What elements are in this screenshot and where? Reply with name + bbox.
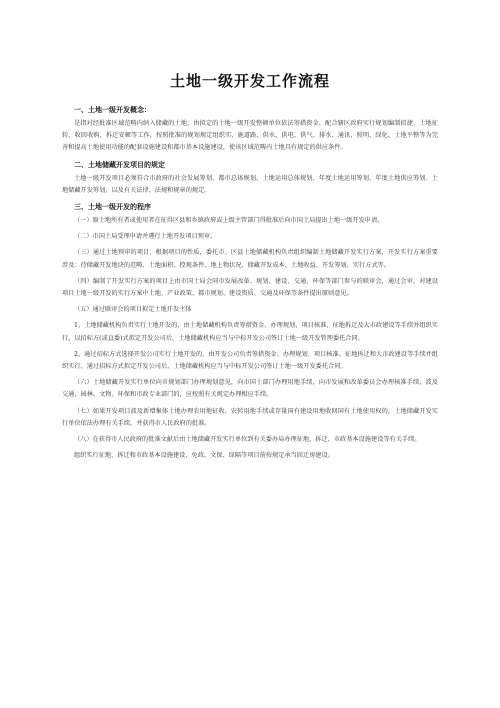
step-5-item-2-paragraph: 2、通过招标方式选择开发公司实行土地开发的，由开发公司负责筹措资金、办理规划、项目核准、征地拆迁和大市政建设等手续并组织实行。通过招标方式拟定开发公司后，土地储藏机构应当与中标开发公司签订土地一级开发委托合同。 [62,350,438,371]
step-5-item-1-paragraph: 1、土地储藏机构负责实行土地开发的，由土地储藏机构负责筹措资金、办理规划、项目核准、征地拆迁及大市政建设等手续并组织实行，以招标方(或直委)式拟定开发公司后，土地储藏机构应当与中标开发公司签订土地一级开发管理委托合同。 [62,322,438,342]
step-6-paragraph: （六）土地储藏开发实行单位向市规划部门办理规划意见，向市国土部门办理用地手续，向市发展和改革委员会办理核准手续，波及交通、园林、文物、环保和市政专业部门的，应按照有关规定办理相应手续。 [62,379,438,399]
section-1-heading: 一、土地一级开发概念： [74,105,151,114]
document-body [62,104,438,466]
document-title: 土地一级开发工作流程 [169,72,330,90]
step-1-paragraph: （一）原土地所有者或使用者在征得区县和乡镇政府或上级主管部门得批准后向市国土局提出土地一级开发申请。 [74,217,384,225]
step-4-paragraph: （四）编制了开发实行方案的项目上由市国土局会同市发展改革、规划、建设、交通、环保等部门参与的联审会，通过会审，对建设项目土地一级开发的实行方案中土地、产业政策、都市规划、建设资质、交通及环保等条件提出原则意见。 [62,277,438,298]
step-2-paragraph: （二）市国土局受理申请并遴行土地开发项目预审。 [74,233,217,241]
section-2-heading: 二、土地储藏开发项目的规定 [74,159,165,169]
step-3-paragraph: （三）通过土地预审的项目，根据项目的性质，委托市、区县土地储藏机构负责组织编制土地储藏开发实行方案，开发实行方案重要涉及：待储藏开发地块的范畴、土地面积、控规条件、地上物状况、储藏开发成本、土地收益、开发筹划、实行方式等。 [62,249,438,269]
step-8-paragraph: （八）在获得市人民政府的批准文献后由土地储藏开发实行单位到有关委办局办理征地、拆迁、市政基本设施建设等有关手续。 [74,436,421,444]
step-5-paragraph: （五）通过联审会的项目拟定土地开发主体 [74,306,192,314]
step-7-paragraph: （七）如果开发项目波及新增集体土地办理农用地征收、农转用地手续或存量国有建设用地收回国有土地使用权的，土地储藏开发实行单位依法办理有关手续，并获得市人民政府的批准。 [62,407,438,427]
section-2-paragraph: 土地一级开发项目必须符合市政府的社会发展筹划、都市总体规划、土地运用总体规划、年度土地运用筹划、年度土地供应筹划、土地储藏开发筹划，以及有关法律、法规和规章的规定。 [62,174,438,194]
final-paragraph: 组织实行征地、拆迁和市政基本设施建设、免政、文保、绿隔等项目前按规定承当回迁房建设。 [74,452,334,460]
section-1-paragraph: 是指对经批准区域范畴内纳入储藏的土地，由拟定的土地一级开发整顿单位依法筹措资金，配合辖区政府实行规划编制拟捷、土地征转、收回收购、拆迁安顿等工作，按照批准的规划规定组织实、施道路、供水、供电、供气、排水、通讯、照明、绿化、土地平整等为完善和提高土地使用功能的配套设施建设和都市基本设施建设，使该区域范畴内土地具有规定的供应条件。 [62,120,438,152]
section-3-heading: 三、土地一级开发的程序 [74,202,151,212]
